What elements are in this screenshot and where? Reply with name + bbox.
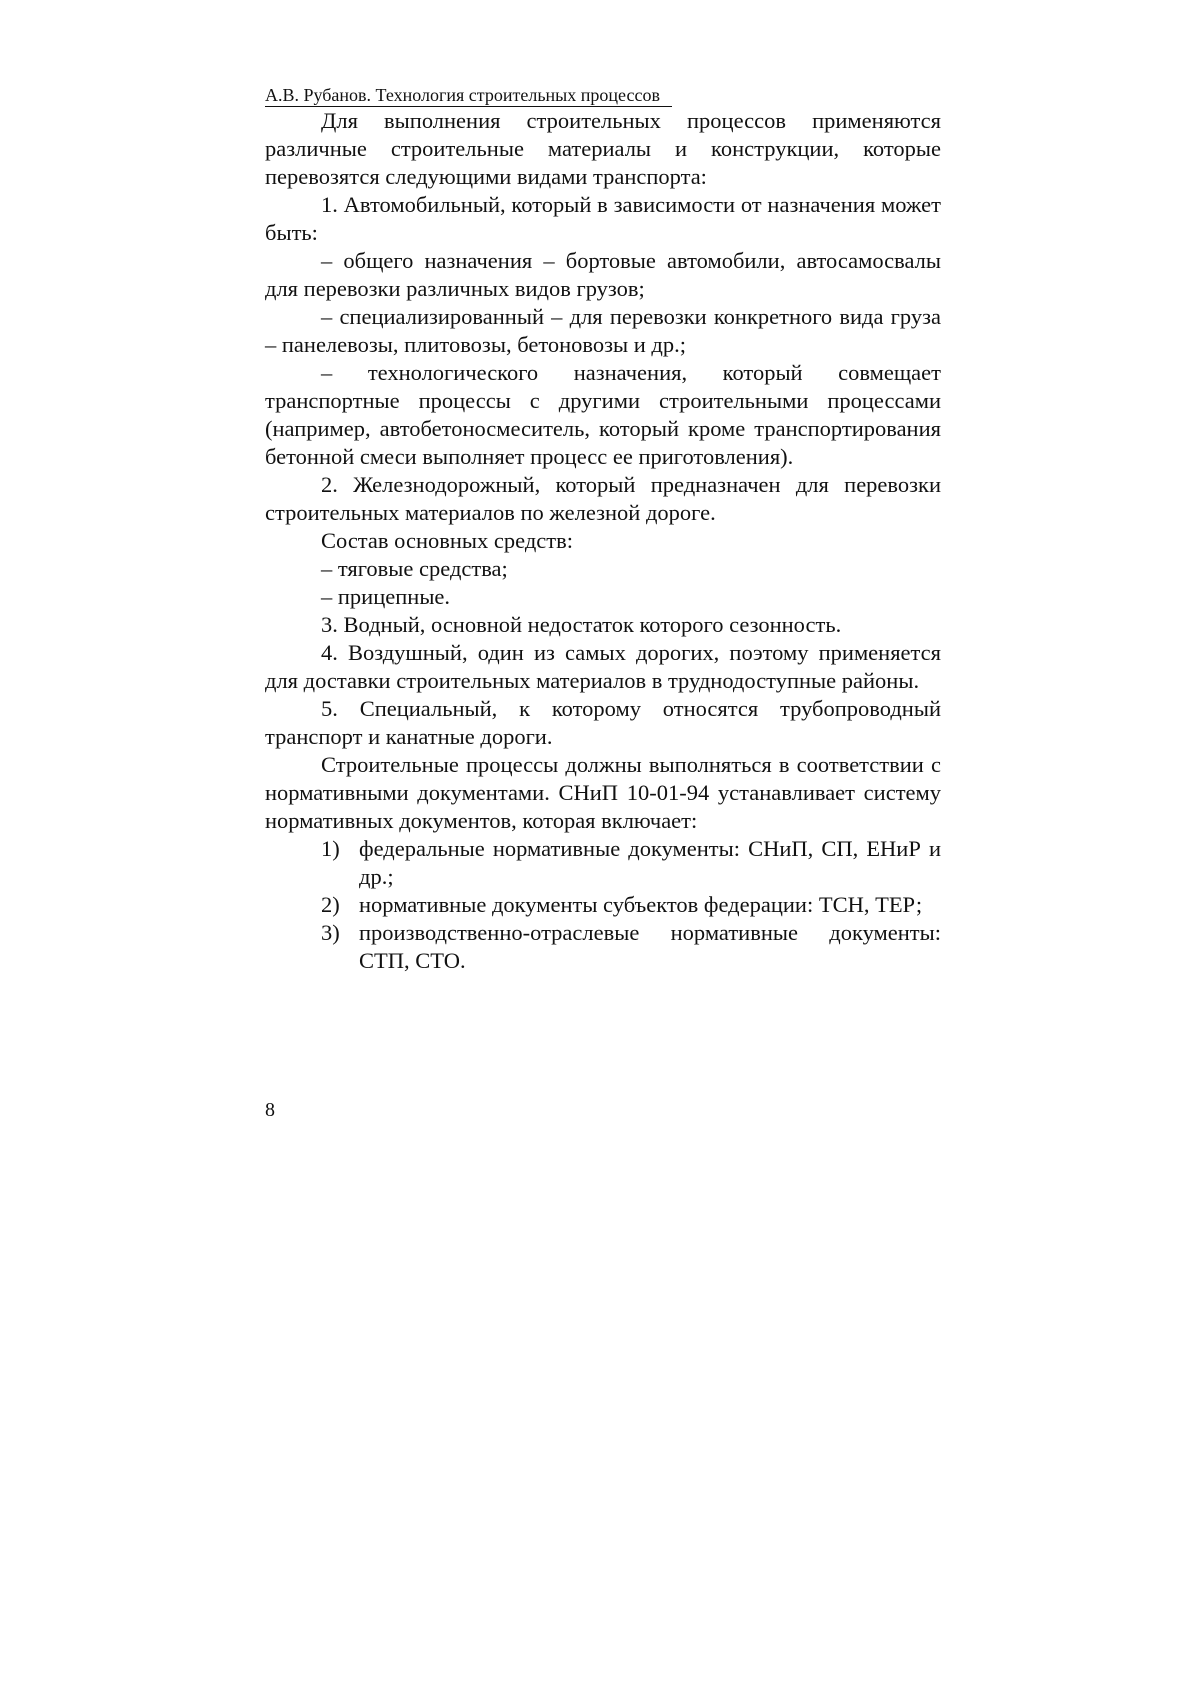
running-header: А.В. Рубанов. Технология строительных процессов <box>265 84 672 107</box>
list-item <box>265 919 941 975</box>
list-item-number: 1) <box>321 836 340 861</box>
paragraph: Состав основных средств: <box>321 528 573 553</box>
paragraph: Для выполнения строительных процессов применяются различные строительные материалы и конструкции, которые перевозятся следующими видами транспорта: <box>265 108 941 189</box>
page-number: 8 <box>265 1099 275 1121</box>
list-item-text: федеральные нормативные документы: СНиП, СП, ЕНиР и др.; <box>359 836 941 889</box>
normative-documents-list <box>265 835 941 975</box>
paragraph: 5. Специальный, к которому относятся трубопроводный транспорт и канатные дороги. <box>265 696 941 749</box>
body-text <box>265 107 941 975</box>
paragraph: – технологического назначения, который совмещает транспортные процессы с другими строительными процессами (например, автобетоносмеситель, который кроме транспортирования бетонной смеси выполняет процесс ее приготовления). <box>265 360 941 469</box>
list-item-text: производственно-отраслевые нормативные документы: СТП, СТО. <box>359 920 941 973</box>
paragraph: – прицепные. <box>321 584 451 609</box>
list-item <box>265 835 941 891</box>
paragraph: 4. Воздушный, один из самых дорогих, поэтому применяется для доставки строительных материалов в труднодоступные районы. <box>265 640 941 693</box>
paragraph: – общего назначения – бортовые автомобили, автосамосвалы для перевозки различных видов грузов; <box>265 248 941 301</box>
list-item-text: нормативные документы субъектов федерации: ТСН, ТЕР; <box>359 892 923 917</box>
list-item-number: 2) <box>321 892 340 917</box>
list-item-number: 3) <box>321 920 340 945</box>
paragraph: Строительные процессы должны выполняться в соответствии с нормативными документами. СНиП 10-01-94 устанавливает систему нормативных документов, которая включает: <box>265 752 941 833</box>
paragraph: – тяговые средства; <box>321 556 508 581</box>
paragraph: 1. Автомобильный, который в зависимости от назначения может быть: <box>265 192 941 245</box>
paragraph: 2. Железнодорожный, который предназначен для перевозки строительных материалов по железной дороге. <box>265 472 941 525</box>
paragraph: – специализированный – для перевозки конкретного вида груза – панелевозы, плитовозы, бетоновозы и др.; <box>265 304 941 357</box>
paragraph: 3. Водный, основной недостаток которого сезонность. <box>321 612 842 637</box>
list-item <box>265 891 941 919</box>
page-content <box>265 84 941 975</box>
